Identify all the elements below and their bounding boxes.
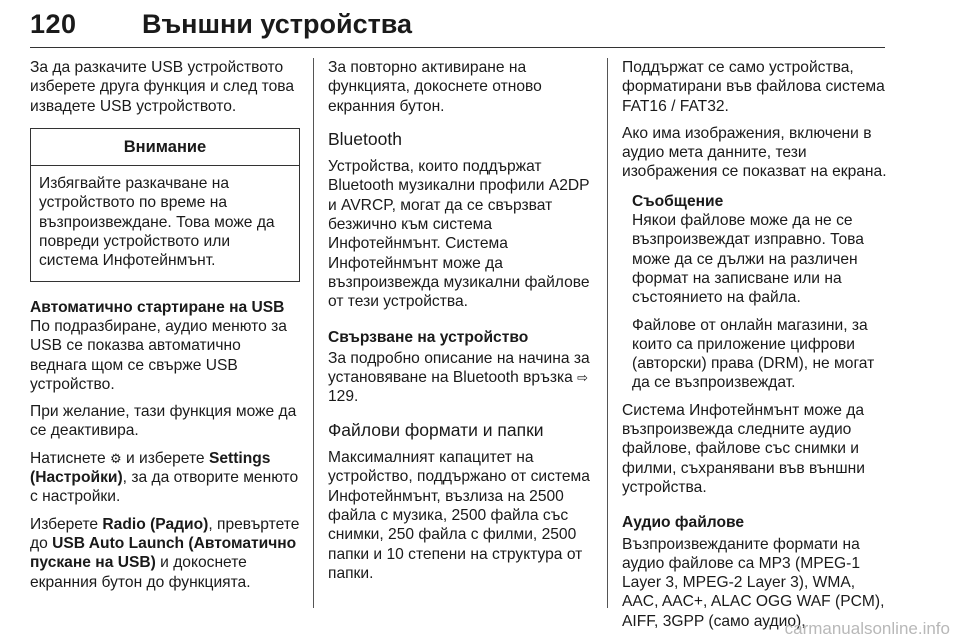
formats-paragraph: Максималният капацитет на устройство, поддържано от система Инфотейнмънт, възлиза на 2500 файла с музика, 2500 файла със снимки, 250 файла с филми, 2500 папки и 10 степени на структура от папки.	[328, 449, 590, 582]
intro-paragraph: За да разкачите USB устройството изберете друга функция и след това извадете USB устройството.	[30, 59, 295, 115]
text-run: и изберете	[121, 449, 209, 467]
usb-auto-launch-label: USB Auto Launch (Автоматично пускане на USB)	[30, 534, 297, 572]
autostart-paragraph: По подразбиране, аудио менюто за USB се показва автоматично веднага щом се свърже USB устройство.	[30, 317, 287, 393]
page-header	[30, 0, 885, 50]
text-run: Изберете	[30, 515, 103, 533]
images-paragraph: Ако има изображения, включени в аудио мета данните, тези изображения се показват на екрана.	[622, 124, 887, 181]
supported-files-paragraph: Система Инфотейнмънт може да възпроизвежда следните аудио файлове, файлове със снимки и филми, съхранявани във външни устройства.	[622, 401, 865, 496]
text-run: и докоснете екранния бутон до функцията.	[30, 554, 251, 591]
caution-title: Внимание	[31, 129, 299, 166]
radio-paragraph	[30, 515, 300, 592]
column-1	[30, 58, 300, 600]
filesystem-paragraph: Поддържат се само устройства, форматирани във файлова система FAT16 / FAT32.	[622, 59, 885, 115]
bluetooth-paragraph: Устройства, които поддържат Bluetooth музикални профили A2DP и AVRCP, могат да се свързват безжично към система Инфотейнмънт. Система Инфотейнмънт може да възпроизвежда музикални файлове от тези устройства.	[328, 158, 590, 311]
caution-text: Избягвайте разкачване на устройството по време на възпроизвеждане. Това може да повреди устройството или система Инфотейнмънт.	[39, 175, 275, 270]
text-run: Натиснете	[30, 449, 110, 467]
column-divider	[607, 58, 608, 608]
column-divider	[313, 58, 314, 608]
column-2	[328, 58, 596, 591]
message-paragraph: Някои файлове може да не се възпроизвеждат изправно. Това може да се дължи на различен формат на записване или на състоянието на файла.	[632, 212, 864, 307]
deactivate-paragraph: При желание, тази функция може да се деактивира.	[30, 403, 297, 440]
connect-paragraph	[328, 349, 596, 407]
settings-paragraph	[30, 449, 300, 507]
audio-formats-paragraph: Възпроизвежданите формати на аудио файлове са MP3 (MPEG-1 Layer 3, MPEG-2 Layer 3), WMA, AAC, AAC+, ALAC OGG WAF (PCM), AIFF, 3GPP (само аудио),	[622, 535, 885, 630]
section-heading-formats: Файлови формати и папки	[328, 419, 544, 440]
text-run: , превъртете до	[30, 515, 300, 552]
text-run: , за да отворите менюто с настройки.	[30, 469, 299, 506]
section-heading-connect: Свързване на устройство	[328, 328, 529, 346]
page-title: Външни устройства	[142, 9, 413, 39]
message-heading: Съобщение	[632, 192, 724, 210]
page-number: 120	[30, 9, 77, 39]
header-divider	[30, 47, 885, 48]
page-reference-icon: ⇨	[577, 370, 589, 386]
settings-icon: ⚙	[109, 450, 122, 466]
reactivate-paragraph: За повторно активиране на функцията, докоснете отново екранния бутон.	[328, 59, 542, 115]
drm-paragraph: Файлове от онлайн магазини, за които са приложение цифрови (авторски) права (DRM), не могат да се възпроизвеждат.	[632, 316, 875, 392]
section-heading-autostart: Автоматично стартиране на USB	[30, 298, 285, 316]
message-block	[632, 192, 890, 393]
settings-label: Settings (Настройки)	[30, 449, 271, 487]
text-run: За подробно описание на начина за установяване на Bluetooth връзка	[328, 349, 590, 387]
column-3	[622, 58, 890, 639]
section-heading-audio: Аудио файлове	[622, 514, 745, 532]
caution-box	[30, 128, 300, 282]
text-run: 129.	[328, 388, 359, 406]
radio-label: Radio (Радио)	[102, 515, 209, 533]
section-heading-bluetooth: Bluetooth	[328, 128, 402, 149]
watermark: carmanualsonline.info	[784, 619, 950, 638]
